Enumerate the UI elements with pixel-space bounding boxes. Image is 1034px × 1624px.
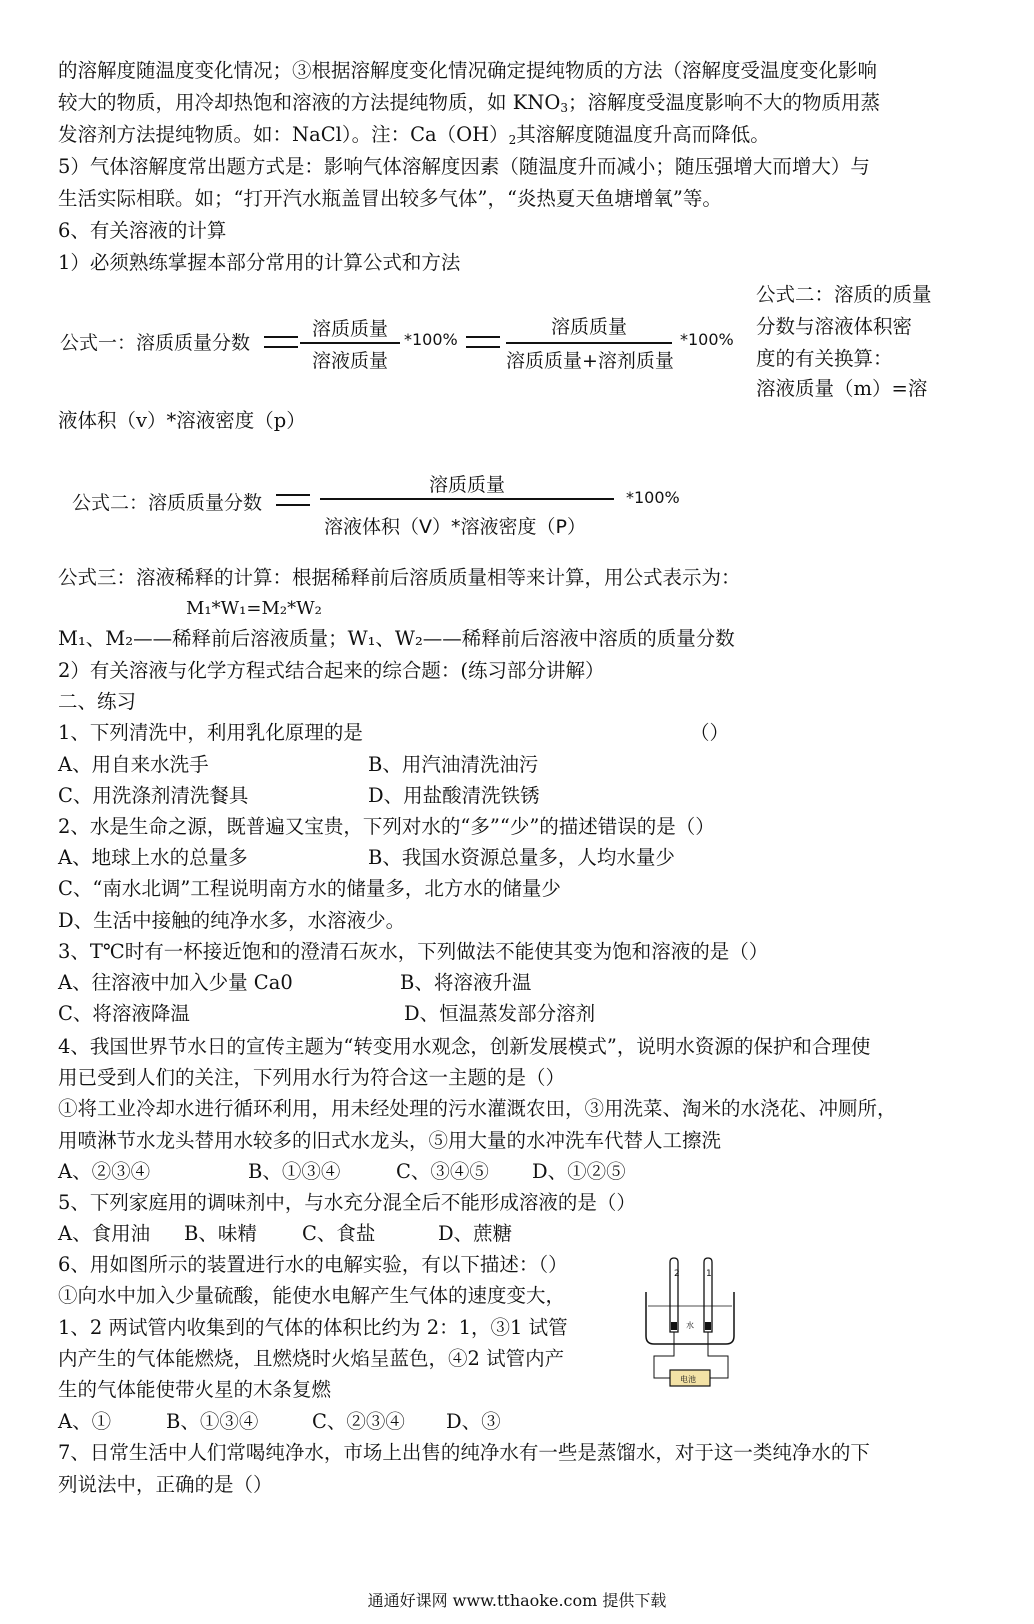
- formula-one-label: 公式一：溶质质量分数: [60, 332, 251, 354]
- fraction-denominator: 溶质质量+溶剂质量: [506, 350, 674, 372]
- tube-2-label: 2: [674, 1269, 680, 1279]
- text-line: ①向水中加入少量硫酸，能使水电解产生气体的速度变大，: [58, 1284, 566, 1307]
- section-heading: 6、有关溶液的计算: [58, 219, 227, 242]
- text-span: 较大的物质，用冷却热饱和溶液的方法提纯物质，如 KNO: [58, 91, 561, 114]
- formula-three: M₁*W₁=M₂*W₂: [186, 598, 322, 619]
- percent-factor: *100%: [404, 330, 458, 349]
- fraction-denominator: 溶液质量: [311, 350, 388, 372]
- page-footer: 通通好课网 www.tthaoke.com 提供下载: [367, 1591, 667, 1610]
- water-label: 水: [686, 1321, 694, 1330]
- question-1: 1、下列清洗中，利用乳化原理的是: [58, 721, 363, 744]
- fraction-bar: [300, 342, 400, 344]
- fraction-numerator: 溶质质量: [311, 318, 388, 340]
- fraction-numerator: 溶质质量: [550, 316, 627, 338]
- text-line: 列说法中，正确的是（）: [58, 1473, 273, 1496]
- text-line: 内产生的气体能燃烧，且燃烧时火焰呈蓝色，④2 试管内产: [58, 1347, 565, 1370]
- text-span: 发溶剂方法提纯物质。如：NaCl）。注：Ca（OH）: [58, 123, 509, 146]
- option-a: A、食用油: [58, 1222, 151, 1245]
- option-d: D、用盐酸清洗铁锈: [368, 784, 540, 807]
- text-line: 1、2 两试管内收集到的气体的体积比约为 2：1，③1 试管: [58, 1316, 568, 1339]
- option-a: A、①: [58, 1410, 112, 1433]
- option-d: D、③: [446, 1410, 501, 1433]
- option-d: D、蔗糖: [438, 1222, 513, 1245]
- question-4: 4、我国世界节水日的宣传主题为“转变用水观念，创新发展模式”，说明水资源的保护和合理使: [58, 1035, 871, 1058]
- option-a: A、②③④: [58, 1160, 151, 1183]
- percent-factor: *100%: [626, 488, 680, 507]
- text-span: ；溶解度受温度影响不大的物质用蒸: [567, 91, 880, 114]
- option-d: D、恒温蒸发部分溶剂: [404, 1002, 596, 1025]
- tube-1-label: 1: [706, 1269, 712, 1279]
- text-line: M₁、M₂——稀释前后溶液质量；W₁、W₂——稀释前后溶液中溶质的质量分数: [58, 627, 735, 650]
- option-d: D、生活中接触的纯净水多，水溶液少。: [58, 909, 406, 932]
- side-note-line: 度的有关换算：: [756, 347, 893, 370]
- question-2: 2、水是生命之源，既普遍又宝贵，下列对水的“多”“少”的描述错误的是（）: [58, 815, 715, 838]
- option-a: A、地球上水的总量多: [58, 846, 248, 869]
- text-line: [58, 120, 770, 155]
- side-note-line: 分数与溶液体积密: [756, 315, 913, 338]
- text-line: ①将工业冷却水进行循环利用，用未经处理的污水灌溉农田，③用洗菜、淘米的水浇花、冲厕所，: [58, 1097, 897, 1120]
- equals-sign: [276, 494, 310, 506]
- option-c: C、将溶液降温: [58, 1002, 190, 1025]
- question-5: 5、下列家庭用的调味剂中，与水充分混全后不能形成溶液的是（）: [58, 1191, 636, 1214]
- battery-label: 电池: [680, 1375, 696, 1384]
- text-line: 5）气体溶解度常出题方式是：影响气体溶解度因素（随温度升而减小；随压强增大而增大）与: [58, 155, 870, 178]
- option-c: C、食盐: [302, 1222, 376, 1245]
- text-line: 用喷淋节水龙头替用水较多的旧式水龙头，⑤用大量的水冲洗车代替人工擦洗: [58, 1129, 722, 1152]
- question-3: 3、T℃时有一杯接近饱和的澄清石灰水，下列做法不能使其变为饱和溶液的是（）: [58, 940, 769, 963]
- option-b: B、①③④: [166, 1410, 259, 1433]
- fraction-denominator: 溶液体积（V）*溶液密度（P）: [324, 516, 586, 538]
- electrolysis-apparatus-diagram: [640, 1256, 740, 1394]
- section-heading: 二、练习: [58, 690, 137, 713]
- fraction-bar: [506, 342, 672, 344]
- text-line: 液体积（v）*溶液密度（p）: [58, 409, 306, 432]
- option-c: C、“南水北调”工程说明南方水的储量多，北方水的储量少: [58, 877, 561, 900]
- text-line: 生的气体能使带火星的木条复燃: [58, 1378, 332, 1401]
- text-line: 的溶解度随温度变化情况；③根据溶解度变化情况确定提纯物质的方法（溶解度受温度变化影响: [58, 59, 878, 82]
- option-d: D、①②⑤: [532, 1160, 626, 1183]
- equals-sign: [466, 336, 500, 348]
- text-span: 其溶解度随温度升高而降低。: [516, 123, 770, 146]
- subscript: 3: [560, 101, 568, 115]
- option-c: C、②③④: [312, 1410, 405, 1433]
- option-a: A、用自来水洗手: [58, 753, 209, 776]
- question-7: 7、日常生活中人们常喝纯净水，市场上出售的纯净水有一些是蒸馏水，对于这一类纯净水的下: [58, 1441, 870, 1464]
- side-note-line: 公式二：溶质的质量: [756, 283, 932, 306]
- option-c: C、③④⑤: [396, 1160, 489, 1183]
- option-c: C、用洗涤剂清洗餐具: [58, 784, 249, 807]
- text-line: 公式三：溶液稀释的计算：根据稀释前后溶质质量相等来计算，用公式表示为：: [58, 566, 741, 589]
- text-line: 2）有关溶液与化学方程式结合起来的综合题：(练习部分讲解）: [58, 659, 605, 682]
- option-a: A、往溶液中加入少量 Ca0: [58, 971, 293, 994]
- subscript: 2: [508, 133, 517, 147]
- text-line: [58, 88, 880, 123]
- option-b: B、①③④: [248, 1160, 341, 1183]
- answer-blank: （）: [690, 721, 730, 744]
- side-note-line: 溶液质量（m）=溶: [756, 377, 928, 400]
- option-b: B、我国水资源总量多，人均水量少: [368, 846, 675, 869]
- formula-two-label: 公式二：溶质质量分数: [72, 492, 263, 514]
- option-b: B、用汽油清洗油污: [368, 753, 539, 776]
- text-line: 生活实际相联。如；“打开汽水瓶盖冒出较多气体”，“炎热夏天鱼塘增氧”等。: [58, 187, 722, 210]
- text-line: 1）必须熟练掌握本部分常用的计算公式和方法: [58, 251, 461, 274]
- text-line: 用已受到人们的关注，下列用水行为符合这一主题的是（）: [58, 1066, 566, 1089]
- option-b: B、将溶液升温: [400, 971, 532, 994]
- question-6: 6、用如图所示的装置进行水的电解实验，有以下描述：（）: [58, 1253, 568, 1276]
- fraction-numerator: 溶质质量: [428, 474, 505, 496]
- percent-factor: *100%: [680, 330, 734, 349]
- equals-sign: [264, 336, 298, 348]
- option-b: B、味精: [184, 1222, 257, 1245]
- fraction-bar: [320, 498, 614, 500]
